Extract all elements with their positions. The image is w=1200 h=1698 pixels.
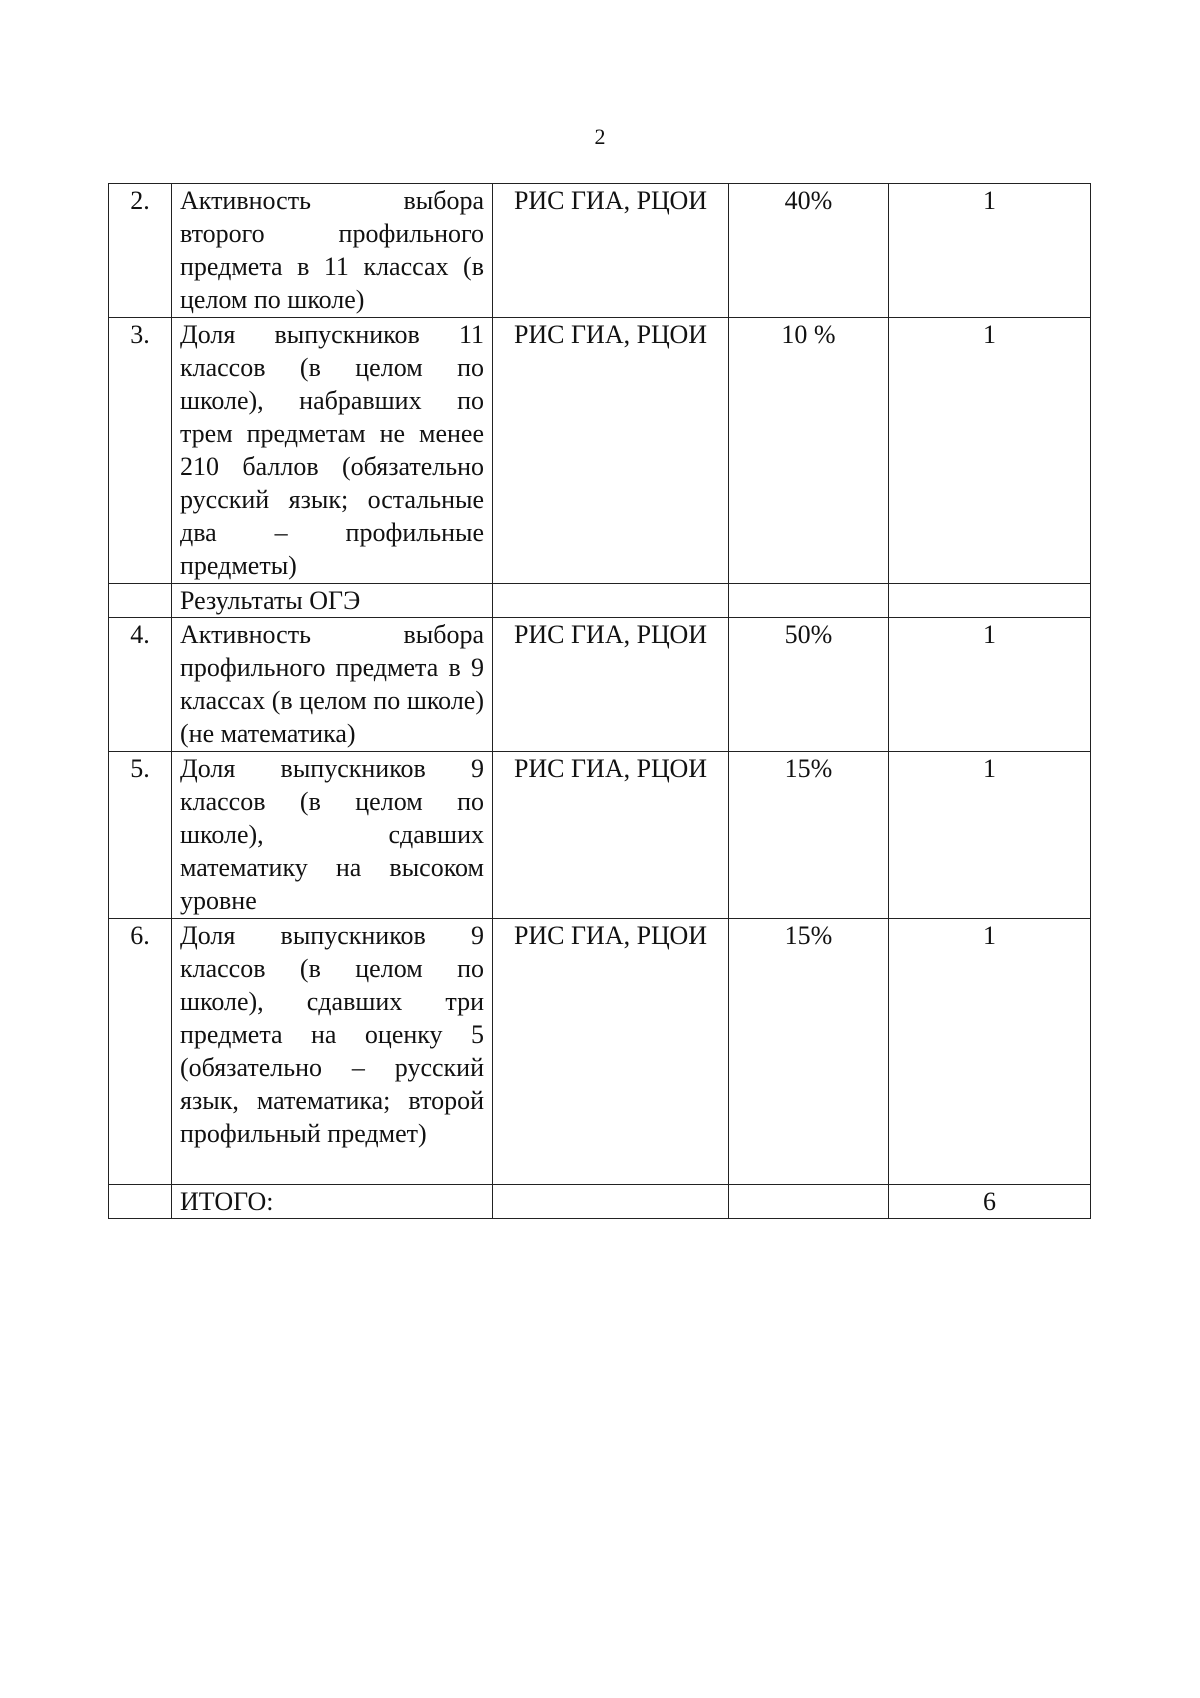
table-row (109, 618, 1091, 752)
threshold-value (729, 1185, 889, 1219)
page-number: 2 (594, 124, 606, 149)
row-number: 3. (109, 318, 172, 584)
points-value (889, 584, 1091, 618)
total-label: ИТОГО: (172, 1185, 493, 1219)
total-row (109, 1185, 1091, 1219)
row-number: 4. (109, 618, 172, 752)
data-source: РИС ГИА, РЦОИ (493, 919, 729, 1185)
row-number: 6. (109, 919, 172, 1185)
criterion-name: Доля выпускников 9 классов (в целом по школе), сдавших математику на высоком уровне (172, 752, 493, 919)
threshold-value (729, 584, 889, 618)
table-row (109, 919, 1091, 1185)
criterion-name: Доля выпускников 9 классов (в целом по школе), сдавших три предмета на оценку 5 (обязательно – русский язык, математика; второй профильный предмет) (172, 919, 493, 1185)
row-number: 2. (109, 184, 172, 318)
data-source (493, 584, 729, 618)
criteria-table (108, 183, 1091, 1219)
threshold-value: 15% (729, 752, 889, 919)
criterion-name: Активность выбора профильного предмета в 9 классах (в целом по школе) (не математика) (172, 618, 493, 752)
criterion-name: Активность выбора второго профильного предмета в 11 классах (в целом по школе) (172, 184, 493, 318)
points-value: 1 (889, 318, 1091, 584)
section-heading: Результаты ОГЭ (172, 584, 493, 618)
data-source: РИС ГИА, РЦОИ (493, 318, 729, 584)
data-source: РИС ГИА, РЦОИ (493, 752, 729, 919)
row-number: 5. (109, 752, 172, 919)
threshold-value: 15% (729, 919, 889, 1185)
points-value: 1 (889, 618, 1091, 752)
points-value: 1 (889, 752, 1091, 919)
section-row (109, 584, 1091, 618)
table-row (109, 318, 1091, 584)
threshold-value: 50% (729, 618, 889, 752)
data-source (493, 1185, 729, 1219)
row-number (109, 584, 172, 618)
threshold-value: 40% (729, 184, 889, 318)
total-points: 6 (889, 1185, 1091, 1219)
row-number (109, 1185, 172, 1219)
criterion-name: Доля выпускников 11 классов (в целом по школе), набравших по трем предметам не менее 210 баллов (обязательно русский язык; остальные два – профильные предметы) (172, 318, 493, 584)
data-source: РИС ГИА, РЦОИ (493, 618, 729, 752)
points-value: 1 (889, 184, 1091, 318)
threshold-value: 10 % (729, 318, 889, 584)
points-value: 1 (889, 919, 1091, 1185)
table-row (109, 752, 1091, 919)
data-source: РИС ГИА, РЦОИ (493, 184, 729, 318)
table-row (109, 184, 1091, 318)
